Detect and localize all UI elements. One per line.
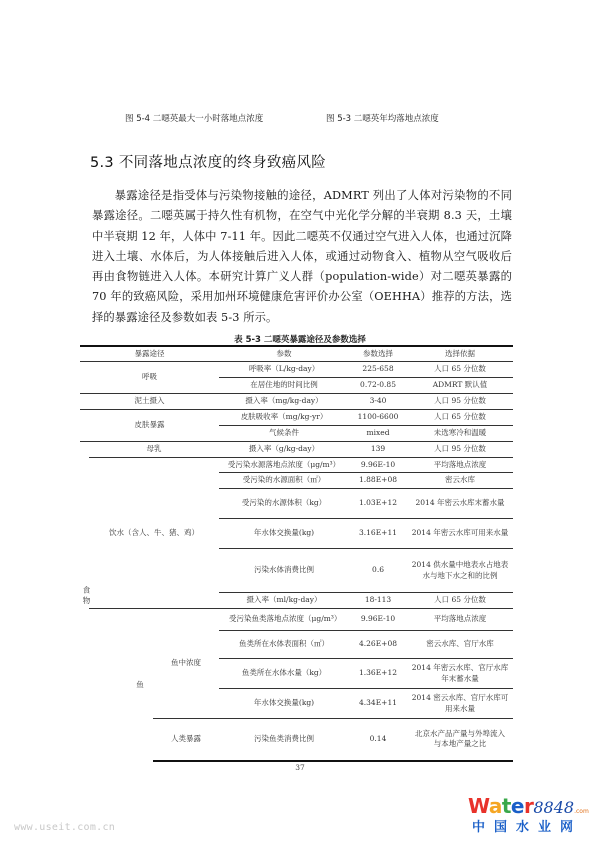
param-cell: 受污染鱼类落地点浓度（μg/m³）	[219, 609, 349, 631]
param-cell: 鱼类所在水体表面积（㎡）	[219, 631, 349, 659]
value-cell: 1.36E+12	[349, 659, 407, 689]
basis-cell: 2014 供水量中地表水占地表水与地下水之和的比例	[407, 549, 513, 593]
header-basis: 选择依据	[407, 346, 513, 362]
param-cell: 污染水体消费比例	[219, 549, 349, 593]
value-cell: 4.34E+11	[349, 689, 407, 719]
param-cell: 气候条件	[219, 426, 349, 442]
page-number: 37	[295, 763, 305, 772]
logo-suffix: .com	[574, 808, 589, 815]
figure-caption-5-4: 图 5-4 二噁英最大一小时落地点浓度	[125, 114, 264, 124]
value-cell: 1.88E+08	[349, 473, 407, 489]
group-human-exposure: 人类暴露	[153, 719, 219, 761]
basis-cell: 人口 65 分位数	[407, 362, 513, 378]
logo-number: 8848	[533, 798, 575, 817]
exposure-parameters-table	[80, 345, 513, 762]
param-cell: 污染鱼类消费比例	[219, 719, 349, 761]
group-fish: 鱼	[89, 609, 153, 761]
figure-captions	[0, 112, 600, 128]
table-caption: 表 5-3 二噁英暴露途径及参数选择	[234, 335, 366, 345]
group-breathing: 呼吸	[80, 362, 219, 394]
table-header-row	[80, 346, 513, 362]
value-cell: 0.72-0.85	[349, 378, 407, 394]
basis-cell: 未选寒冷和温暖	[407, 426, 513, 442]
value-cell: 1100-6600	[349, 410, 407, 426]
table-row	[80, 458, 513, 473]
basis-cell: 人口 95 分位数	[407, 442, 513, 458]
basis-cell: 2014 年密云水库、官厅水库年末蓄水量	[407, 659, 513, 689]
section-heading: 5.3 不同落地点浓度的终身致癌风险	[90, 155, 327, 171]
table-row	[80, 410, 513, 426]
logo-letter: t	[501, 794, 511, 818]
logo-letter: W	[468, 794, 489, 818]
basis-cell: ADMRT 默认值	[407, 378, 513, 394]
basis-cell: 平均落地点浓度	[407, 458, 513, 473]
table-row	[80, 394, 513, 410]
basis-cell: 北京水产品产量与外埠流入与本地产量之比	[407, 719, 513, 761]
group-food-label: 食物	[82, 585, 91, 607]
header-value: 参数选择	[349, 346, 407, 362]
value-cell: 1.03E+12	[349, 489, 407, 519]
basis-cell: 2014 年密云水库可用来水量	[407, 519, 513, 549]
value-cell: 3.16E+11	[349, 519, 407, 549]
value-cell: 4.26E+08	[349, 631, 407, 659]
figure-caption-5-3: 图 5-3 二噁英年均落地点浓度	[326, 114, 439, 124]
basis-cell: 人口 95 分位数	[407, 394, 513, 410]
param-cell: 在居住地的时间比例	[219, 378, 349, 394]
table-row	[80, 362, 513, 378]
group-skin: 皮肤暴露	[80, 410, 219, 442]
logo-letter: a	[488, 794, 502, 818]
basis-cell: 2014 密云水库、官厅水库可用来水量	[407, 689, 513, 719]
logo-letter: e	[510, 794, 524, 818]
value-cell: 18-113	[349, 593, 407, 609]
param-cell: 受污染的水源体积（kg）	[219, 489, 349, 519]
logo-word	[468, 794, 533, 818]
basis-cell: 人口 65 分位数	[407, 410, 513, 426]
value-cell: mixed	[349, 426, 407, 442]
param-cell: 年水体交换量(kg)	[219, 519, 349, 549]
value-cell: 225-658	[349, 362, 407, 378]
param-cell: 皮肤吸收率（mg/kg-yr）	[219, 410, 349, 426]
basis-cell: 密云水库	[407, 473, 513, 489]
param-cell: 摄入率（g/kg-day）	[219, 442, 349, 458]
param-cell: 鱼类所在水体水量（kg）	[219, 659, 349, 689]
table-row	[80, 609, 513, 631]
value-cell: 9.96E-10	[349, 458, 407, 473]
value-cell: 9.96E-10	[349, 609, 407, 631]
logo-chinese: 中国水业网	[472, 820, 583, 835]
group-fish-concentration: 鱼中浓度	[153, 609, 219, 719]
logo-letter: r	[524, 794, 534, 818]
group-soil: 泥土摄入	[80, 394, 219, 410]
basis-cell: 平均落地点浓度	[407, 609, 513, 631]
param-cell: 受污染水源落地点浓度（μg/m³）	[219, 458, 349, 473]
paragraph-text: 暴露途径是指受体与污染物接触的途径，ADMRT 列出了人体对污染物的不同暴露途径。二噁英属于持久性有机物，在空气中光化学分解的半衰期 8.3 天，土壤中半衰期 12 年，人体中 7-11 年。因此二噁英不仅通过空气进入人体，也通过沉降进入土壤、水体后，为人体接触后进入人体，或通过动物食入、植物从空气吸收后再由食物链进入人体。本研究计算广义人群（population-wide）对二噁英暴露的 70 年的致癌风险，采用加州环境健康危害评价办公室（OEHHA）推荐的方法，选择的暴露途径及参数如表 5-3 所示。	[92, 189, 512, 324]
header-parameter: 参数	[219, 346, 349, 362]
group-breastmilk: 母乳	[89, 442, 219, 458]
group-drinking-water: 饮水（含人、牛、猪、鸡）	[89, 458, 219, 609]
param-cell: 摄入率（ml/kg-day）	[219, 593, 349, 609]
basis-cell: 2014 年密云水库末蓄水量	[407, 489, 513, 519]
param-cell: 呼吸率（L/kg-day）	[219, 362, 349, 378]
logo-wordmark	[468, 794, 598, 818]
body-paragraph	[92, 186, 512, 328]
watermark-url: www.useit.com.cn	[14, 822, 116, 833]
table-row	[80, 442, 513, 458]
value-cell: 0.14	[349, 719, 407, 761]
basis-cell: 密云水库、官厅水库	[407, 631, 513, 659]
water8848-logo	[468, 794, 598, 844]
value-cell: 139	[349, 442, 407, 458]
value-cell: 3-40	[349, 394, 407, 410]
group-food	[80, 442, 89, 761]
param-cell: 受污染的水源面积（㎡）	[219, 473, 349, 489]
param-cell: 摄入率（mg/kg-day）	[219, 394, 349, 410]
param-cell: 年水体交换量(kg)	[219, 689, 349, 719]
value-cell: 0.6	[349, 549, 407, 593]
header-exposure-route: 暴露途径	[80, 346, 219, 362]
basis-cell: 人口 65 分位数	[407, 593, 513, 609]
